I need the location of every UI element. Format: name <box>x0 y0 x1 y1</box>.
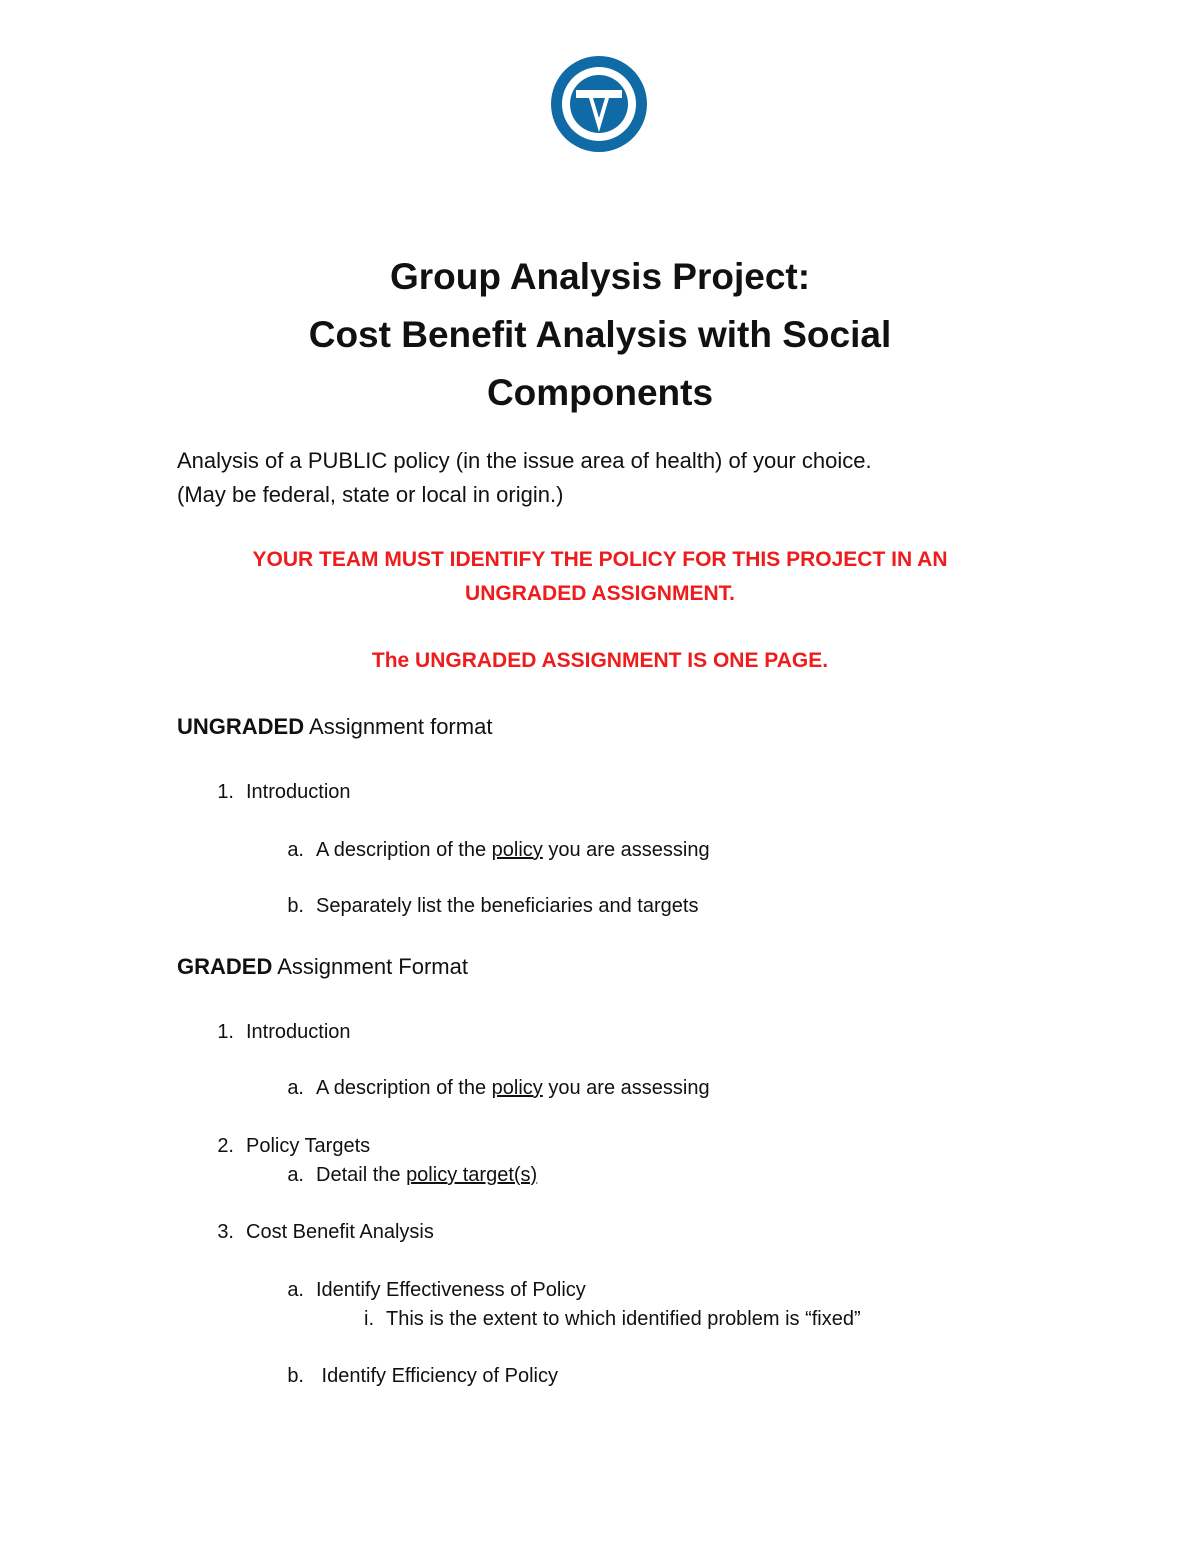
list-item <box>208 1018 351 1046</box>
list-item <box>278 1074 710 1102</box>
notice-line-2: UNGRADED ASSIGNMENT. <box>465 582 735 605</box>
text-segment: you are assessing <box>542 1077 710 1099</box>
university-logo-icon <box>549 54 649 154</box>
title-line-2: Cost Benefit Analysis with Social <box>308 314 892 355</box>
notice-line-3: The UNGRADED ASSIGNMENT IS ONE PAGE. <box>371 649 829 672</box>
list-marker: 1. <box>217 781 234 803</box>
list-item <box>350 1305 861 1333</box>
list-item <box>208 778 351 806</box>
text-segment: you are assessing <box>542 839 710 861</box>
title-line-1: Group Analysis Project: <box>389 256 811 297</box>
list-marker: b. <box>287 1365 304 1387</box>
intro-paragraph <box>177 444 1077 512</box>
notice-identify-policy <box>0 543 1200 611</box>
ungraded-heading-rest: Assignment format <box>304 714 493 739</box>
graded-heading <box>177 952 468 982</box>
list-item-text: Identify Effectiveness of Policy <box>316 1279 586 1301</box>
list-item <box>278 892 698 920</box>
list-item-text <box>316 1074 710 1102</box>
list-marker: 3. <box>217 1221 234 1243</box>
list-item-text: Introduction <box>246 1021 351 1043</box>
list-item-text: Policy Targets <box>246 1135 371 1157</box>
list-marker: a. <box>287 1077 304 1099</box>
list-item-text: Separately list the beneficiaries and targets <box>316 895 699 917</box>
underlined-term: policy target(s) <box>406 1164 538 1186</box>
text-segment: Detail the <box>316 1164 407 1186</box>
intro-line-2: (May be federal, state or local in origin.) <box>177 482 564 507</box>
list-marker: 1. <box>217 1021 234 1043</box>
graded-heading-rest: Assignment Format <box>272 954 468 979</box>
list-item <box>278 1362 558 1390</box>
list-item <box>208 1218 434 1246</box>
list-marker: a. <box>287 1164 304 1186</box>
list-item-text <box>316 836 710 864</box>
notice-line-1: YOUR TEAM MUST IDENTIFY THE POLICY FOR THIS PROJECT IN AN <box>252 548 948 571</box>
list-item <box>278 1161 537 1189</box>
underlined-term: policy <box>491 1077 543 1099</box>
title-line-3: Components <box>486 372 714 413</box>
intro-line-1: Analysis of a PUBLIC policy (in the issue area of health) of your choice. <box>177 448 872 473</box>
list-item <box>278 1276 586 1304</box>
list-marker: a. <box>287 839 304 861</box>
ungraded-heading <box>177 712 492 742</box>
graded-heading-bold: GRADED <box>177 954 273 979</box>
list-item <box>278 836 710 864</box>
text-segment: A description of the <box>316 839 492 861</box>
list-item <box>208 1132 370 1160</box>
ungraded-heading-bold: UNGRADED <box>177 714 305 739</box>
notice-one-page <box>0 644 1200 678</box>
list-marker: b. <box>287 895 304 917</box>
list-item-text: This is the extent to which identified problem is “fixed” <box>386 1308 861 1330</box>
document-title <box>0 248 1200 422</box>
list-item-text: Introduction <box>246 781 351 803</box>
list-marker: 2. <box>217 1135 234 1157</box>
list-item-text: Cost Benefit Analysis <box>246 1221 434 1243</box>
text-segment: A description of the <box>316 1077 492 1099</box>
list-item-text <box>316 1161 537 1189</box>
list-marker: a. <box>287 1279 304 1301</box>
list-item-text: Identify Efficiency of Policy <box>316 1365 558 1387</box>
list-marker: i. <box>364 1308 374 1330</box>
underlined-term: policy <box>491 839 543 861</box>
